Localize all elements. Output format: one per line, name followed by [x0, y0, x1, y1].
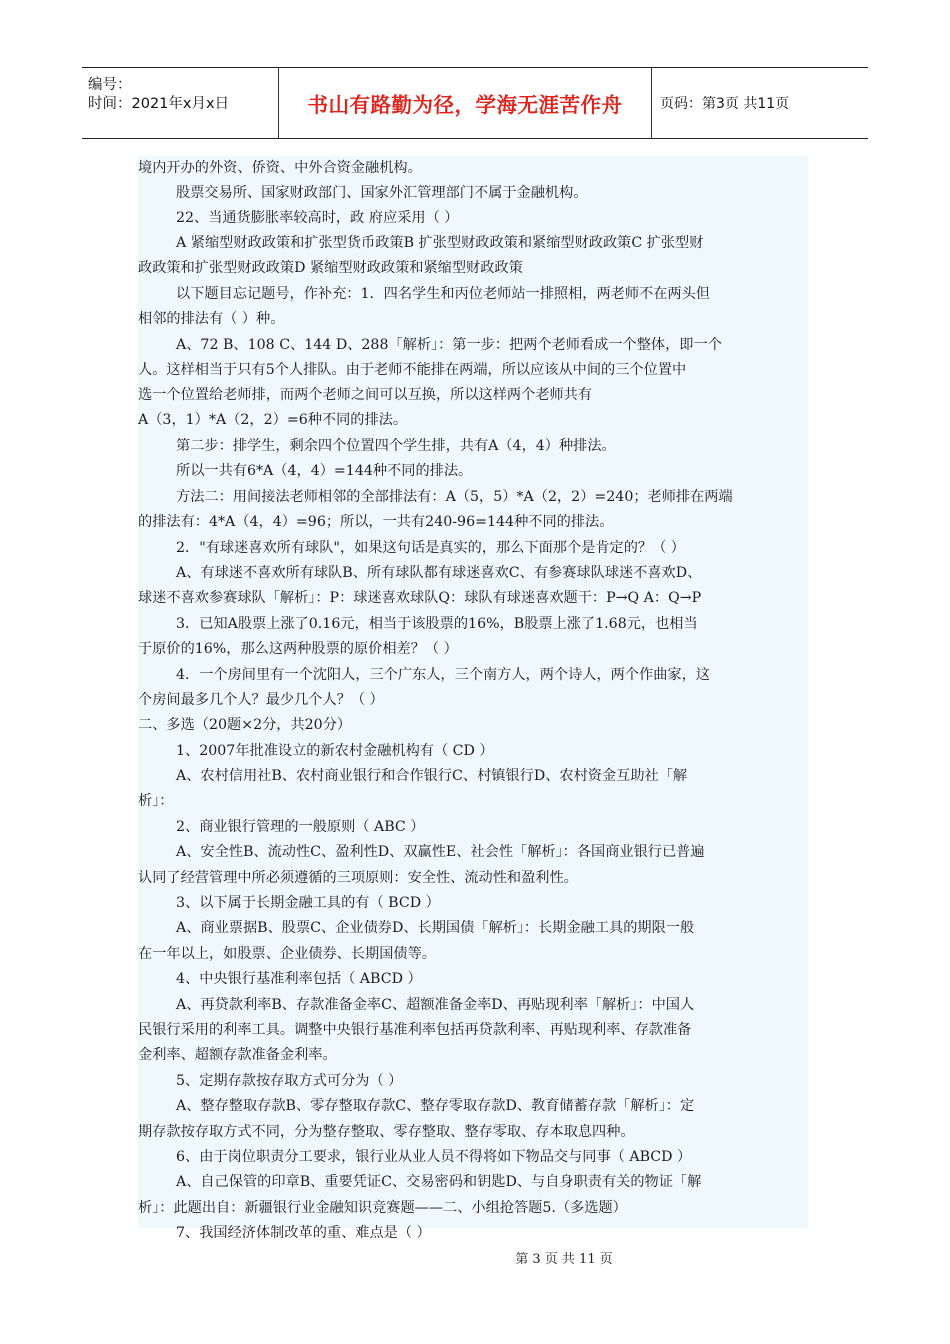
section-heading: 二、多选（20题×2分，共20分）	[138, 717, 352, 733]
options-line: A、有球迷不喜欢所有球队B、所有球队都有球迷喜欢C、有参赛球队球迷不喜欢D、	[176, 565, 702, 581]
text-line: 境内开办的外资、侨资、中外合资金融机构。	[138, 160, 422, 176]
text-line: 析」：	[138, 793, 174, 809]
document-body	[138, 156, 808, 1241]
text-line: 在一年以上，如股票、企业债券、长期国债等。	[138, 946, 436, 962]
options-line: A、整存整取存款B、零存整取存款C、整存零取存款D、教育储蓄存款「解析」：定	[176, 1098, 695, 1114]
footer-page-number: 第 3 页 共 11 页	[515, 1252, 613, 1267]
text-line: A（3，1）*A（2，2）=6种不同的排法。	[138, 412, 408, 428]
text-line: 的排法有：4*A（4，4）=96；所以，一共有240-96=144种不同的排法。	[138, 514, 614, 530]
question-line: 5、定期存款按存取方式可分为（ ）	[176, 1073, 403, 1089]
text-line: 于原价的16%，那么这两种股票的原价相差？（ ）	[138, 641, 458, 657]
text-line: 认同了经营管理中所必须遵循的三项原则：安全性、流动性和盈利性。	[138, 870, 578, 886]
text-line: 期存款按存取方式不同，分为整存整取、零存整取、整存零取、存本取息四种。	[138, 1124, 635, 1140]
options-line: A、72 B、108 C、144 D、288「解析」：第一步：把两个老师看成一个整体，即一个	[176, 337, 722, 353]
text-line: 析」：此题出自：新疆银行业金融知识竞赛题——二、小组抢答题5.（多选题）	[138, 1200, 627, 1216]
question-line: 6、由于岗位职责分工要求，银行业从业人员不得将如下物品交与同事（ ABCD ）	[176, 1149, 692, 1165]
question-line: 2．"有球迷喜欢所有球队"，如果这句话是真实的，那么下面那个是肯定的？（ ）	[176, 540, 685, 556]
question-line: 22、当通货膨胀率较高时，政 府应采用（ ）	[176, 210, 459, 226]
question-line: 1、2007年批准设立的新农村金融机构有（ CD ）	[176, 743, 494, 759]
options-line: A、再贷款利率B、存款准备金率C、超额准备金率D、再贴现利率「解析」：中国人	[176, 997, 695, 1013]
text-line: 第二步：排学生，剩余四个位置四个学生排，共有A（4，4）种排法。	[176, 438, 616, 454]
text-line: 方法二：用间接法老师相邻的全部排法有：A（5，5）*A（2，2）=240；老师排在两端	[176, 489, 733, 505]
page-footer	[0, 1248, 950, 1267]
text-line: 以下题目忘记题号，作补充：1．四名学生和丙位老师站一排照相，两老师不在两头但	[176, 286, 710, 302]
text-line: 金利率、超额存款准备金利率。	[138, 1047, 337, 1063]
text-line: 个房间最多几个人？最少几个人？（ ）	[138, 692, 384, 708]
text-line: 选一个位置给老师排，而两个老师之间可以互换，所以这样两个老师共有	[138, 387, 593, 403]
header-page-cell	[650, 68, 868, 138]
options-line: A、安全性B、流动性C、盈利性D、双赢性E、社会性「解析」：各国商业银行已普遍	[176, 844, 705, 860]
page-info: 页码：第3页 共11页	[660, 96, 790, 112]
date-label: 时间：2021年x月x日	[88, 96, 230, 112]
options-line: A、农村信用社B、农村商业银行和合作银行C、村镇银行D、农村资金互助社「解	[176, 768, 688, 784]
options-line: 球迷不喜欢参赛球队「解析」：P：球迷喜欢球队Q：球队有球迷喜欢题干：P→Q A：Q→P	[138, 590, 702, 606]
question-line: 2、商业银行管理的一般原则（ ABC ）	[176, 819, 425, 835]
question-line: 3．已知A股票上涨了0.16元，相当于该股票的16%，B股票上涨了1.68元，也相当	[176, 616, 698, 632]
text-line: 人。这样相当于只有5个人排队。由于老师不能排在两端，所以应该从中间的三个位置中	[138, 362, 687, 378]
motto-text: 书山有路勤为径，学海无涯苦作舟	[307, 93, 623, 117]
question-line: 7、我国经济体制改革的重、难点是（ ）	[176, 1225, 431, 1241]
text-line: 相邻的排法有（ ）种。	[138, 311, 285, 327]
options-line: A、商业票据B、股票C、企业债券D、长期国债「解析」：长期金融工具的期限一般	[176, 920, 695, 936]
code-label: 编号：	[88, 77, 132, 93]
options-line: 政政策和扩张型财政政策D 紧缩型财政政策和紧缩型财政政策	[138, 260, 523, 276]
question-line: 4．一个房间里有一个沈阳人，三个广东人，三个南方人，两个诗人，两个作曲家，这	[176, 667, 710, 683]
page-header	[82, 67, 868, 139]
options-line: A、自己保管的印章B、重要凭证C、交易密码和钥匙D、与自身职责有关的物证「解	[176, 1174, 702, 1190]
text-line: 所以一共有6*A（4，4）=144种不同的排法。	[176, 463, 473, 479]
text-line: 民银行采用的利率工具。调整中央银行基准利率包括再贷款利率、再贴现利率、存款准备	[138, 1022, 692, 1038]
header-motto-cell	[278, 68, 652, 138]
question-line: 4、中央银行基准利率包括（ ABCD ）	[176, 971, 422, 987]
question-line: 3、以下属于长期金融工具的有（ BCD ）	[176, 895, 440, 911]
options-line: A 紧缩型财政政策和扩张型货币政策B 扩张型财政政策和紧缩型财政政策C 扩张型财	[176, 235, 704, 251]
header-meta	[82, 68, 278, 138]
text-line: 股票交易所、国家财政部门、国家外汇管理部门不属于金融机构。	[176, 185, 588, 201]
